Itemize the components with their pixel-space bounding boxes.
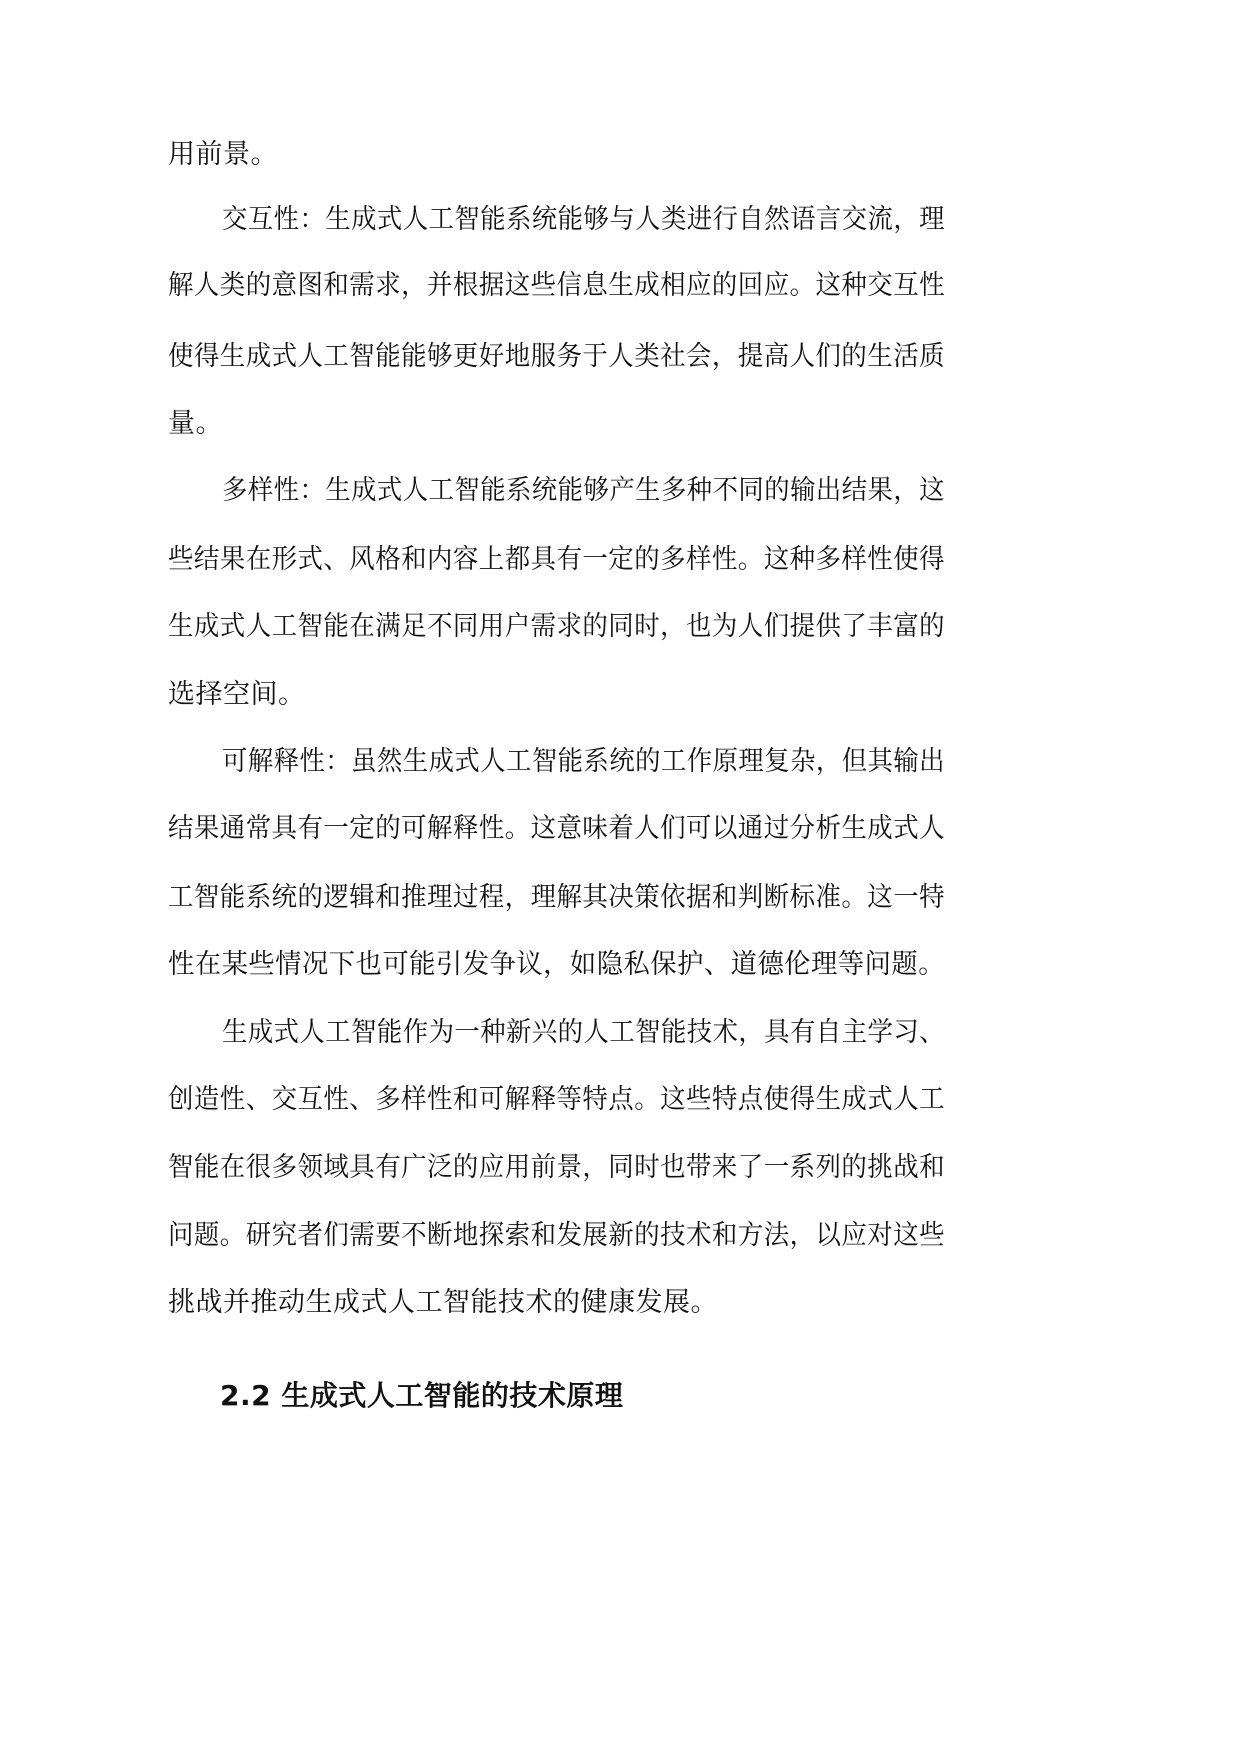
text-line: 创造性、交互性、多样性和可解释等特点。这些特点使得生成式人工 xyxy=(168,1084,945,1115)
text-line: 问题。研究者们需要不断地探索和发展新的技术和方法，以应对这些 xyxy=(168,1220,945,1251)
text-line: 可解释性：虽然生成式人工智能系统的工作原理复杂，但其输出 xyxy=(222,746,945,777)
text-line: 智能在很多领域具有广泛的应用前景，同时也带来了一系列的挑战和 xyxy=(168,1152,945,1183)
text-line: 挑战并推动生成式人工智能技术的健康发展。 xyxy=(168,1287,718,1318)
text-line: 解人类的意图和需求，并根据这些信息生成相应的回应。这种交互性 xyxy=(168,270,945,301)
text-line: 生成式人工智能作为一种新兴的人工智能技术，具有自主学习、 xyxy=(222,1017,945,1048)
text-line: 结果通常具有一定的可解释性。这意味着人们可以通过分析生成式人 xyxy=(168,813,945,844)
text-line: 使得生成式人工智能能够更好地服务于人类社会，提高人们的生活质 xyxy=(168,341,945,372)
text-line: 些结果在形式、风格和内容上都具有一定的多样性。这种多样性使得 xyxy=(168,544,945,575)
section-heading: 2.2 生成式人工智能的技术原理 xyxy=(220,1379,624,1412)
text-line: 工智能系统的逻辑和推理过程，理解其决策依据和判断标准。这一特 xyxy=(168,882,945,913)
text-line: 交互性：生成式人工智能系统能够与人类进行自然语言交流，理 xyxy=(222,204,945,235)
text-line: 多样性：生成式人工智能系统能够产生多种不同的输出结果，这 xyxy=(222,475,945,506)
text-line: 量。 xyxy=(168,408,223,439)
text-line: 选择空间。 xyxy=(168,679,306,710)
text-line: 生成式人工智能在满足不同用户需求的同时，也为人们提供了丰富的 xyxy=(168,611,945,642)
text-line: 性在某些情况下也可能引发争议，如隐私保护、道德伦理等问题。 xyxy=(168,949,945,980)
text-line: 用前景。 xyxy=(168,139,278,170)
